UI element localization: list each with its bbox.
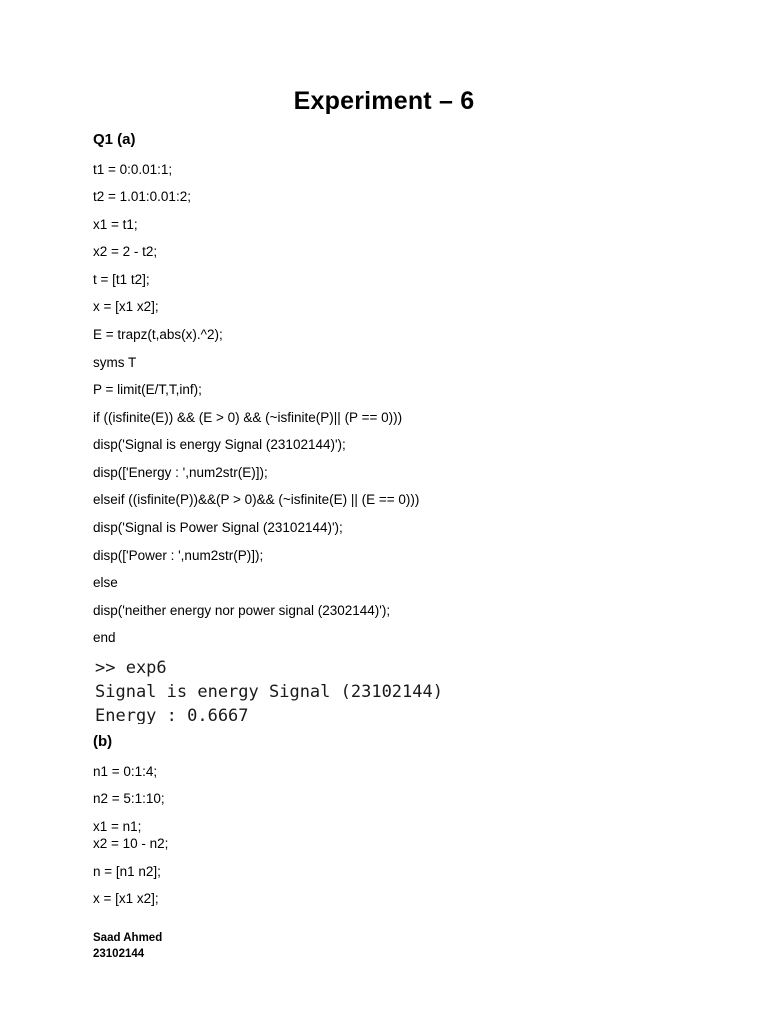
code-line: x1 = t1; [93,217,138,232]
code-line: t1 = 0:0.01:1; [93,162,173,177]
section-heading-b: (b) [93,733,113,750]
code-line: disp(['Energy : ',num2str(E)]); [93,465,268,480]
section-heading-q1a: Q1 (a) [93,131,136,148]
console-command: >> exp6 [95,658,167,678]
footer-student-id: 23102144 [93,948,145,960]
code-line: elseif ((isfinite(P))&&(P > 0)&& (~isfinite(E) || (E == 0))) [93,492,420,507]
code-line: x2 = 2 - t2; [93,244,158,259]
matlab-console-output [95,656,475,724]
code-line: x2 = 10 - n2; [93,836,169,851]
code-line: disp('neither energy nor power signal (2302144)'); [93,603,391,618]
code-line: disp(['Power : ',num2str(P)]); [93,548,264,563]
code-line: x = [x1 x2]; [93,299,159,314]
code-line: n2 = 5:1:10; [93,791,165,806]
code-line: disp('Signal is Power Signal (23102144)'); [93,520,343,535]
code-line: if ((isfinite(E)) && (E > 0) && (~isfinite(P)|| (P == 0))) [93,410,403,425]
code-line: x1 = n1; [93,819,142,834]
code-line: E = trapz(t,abs(x).^2); [93,327,223,342]
code-line: n1 = 0:1:4; [93,764,158,779]
code-line: P = limit(E/T,T,inf); [93,382,202,397]
code-line: n = [n1 n2]; [93,864,161,879]
code-line: x = [x1 x2]; [93,891,159,906]
code-line: syms T [93,355,137,370]
code-line: t = [t1 t2]; [93,272,150,287]
page-title: Experiment – 6 [293,87,475,115]
code-line: disp('Signal is energy Signal (23102144)'); [93,437,346,452]
footer-author-name: Saad Ahmed [93,932,163,944]
console-output-line: Energy : 0.6667 [95,706,249,724]
console-output-line: Signal is energy Signal (23102144) [95,682,443,702]
code-line: end [93,630,116,645]
code-line: t2 = 1.01:0.01:2; [93,189,191,204]
code-line: else [93,575,118,590]
